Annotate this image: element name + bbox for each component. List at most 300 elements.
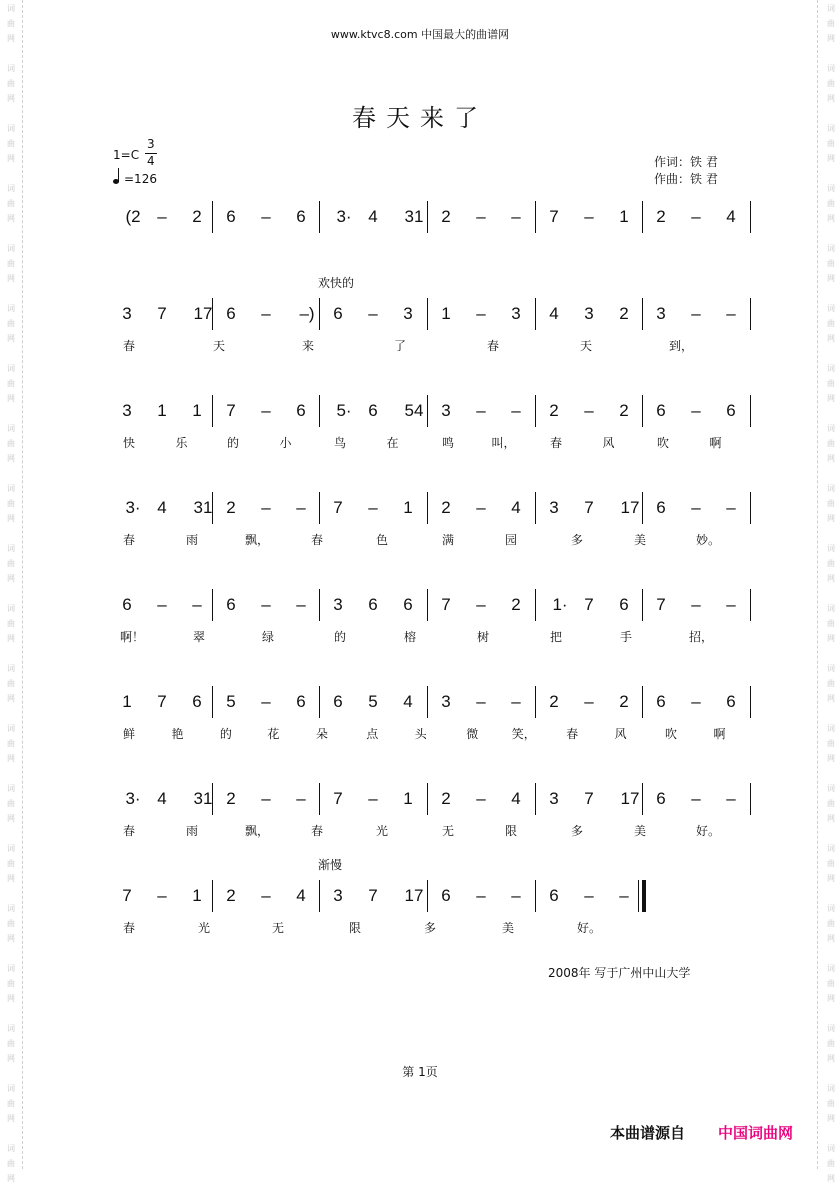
jianpu-note: 7	[333, 789, 343, 808]
barline	[750, 395, 751, 427]
jianpu-note: –	[691, 401, 701, 420]
barline	[535, 880, 536, 912]
lyric-syllable: 朵	[315, 727, 328, 741]
jianpu-note: 6	[441, 886, 451, 905]
watermark-char: 网	[7, 694, 15, 703]
watermark-char: 网	[827, 1174, 835, 1183]
watermark-char: 网	[827, 514, 835, 523]
jianpu-note: –	[726, 595, 736, 614]
watermark-char: 词	[7, 964, 15, 973]
lyric-syllable: 微	[466, 727, 479, 741]
watermark-char: 曲	[7, 679, 15, 688]
watermark-char: 曲	[827, 559, 835, 568]
watermark-char: 曲	[7, 319, 15, 328]
jianpu-note: –	[296, 789, 306, 808]
watermark-char: 词	[7, 4, 15, 13]
watermark-char: 网	[827, 1054, 835, 1063]
jianpu-note: 3	[441, 401, 451, 420]
watermark-char: 曲	[7, 19, 15, 28]
jianpu-note: 2	[656, 207, 666, 226]
jianpu-note: 4	[157, 789, 167, 808]
watermark-char: 曲	[7, 919, 15, 928]
lyric-syllable: 花	[267, 727, 280, 741]
watermark-char: 曲	[7, 619, 15, 628]
watermark-char: 词	[827, 424, 835, 433]
lyric-syllable: 春	[122, 921, 135, 935]
watermark-char: 词	[7, 184, 15, 193]
watermark-char: 曲	[7, 199, 15, 208]
jianpu-note: 4	[368, 207, 378, 226]
barline	[535, 298, 536, 330]
lyric-syllable: 多	[570, 824, 583, 838]
lyric-syllable: 了	[393, 339, 406, 353]
jianpu-note: 3	[333, 595, 343, 614]
watermark-char: 词	[827, 64, 835, 73]
barline	[319, 783, 320, 815]
jianpu-note: –	[261, 304, 271, 323]
watermark-char: 词	[827, 484, 835, 493]
lyric-syllable: 在	[386, 436, 399, 450]
jianpu-note: 4	[511, 789, 521, 808]
jianpu-note: –	[261, 498, 271, 517]
watermark-char: 网	[827, 874, 835, 883]
site-header: www.ktvc8.com 中国最大的曲谱网	[330, 28, 510, 41]
lyric-syllable: 春	[310, 533, 323, 547]
lyric-syllable: 无	[441, 824, 454, 838]
watermark-char: 词	[827, 184, 835, 193]
watermark-char: 曲	[827, 379, 835, 388]
jianpu-note: 6	[296, 207, 306, 226]
watermark-char: 词	[827, 664, 835, 673]
jianpu-note: 31	[193, 789, 213, 808]
lyric-syllable: 色	[375, 533, 388, 547]
jianpu-note: 7	[441, 595, 451, 614]
jianpu-note: 7	[584, 789, 594, 808]
jianpu-note: 7	[157, 304, 167, 323]
barline	[427, 783, 428, 815]
jianpu-note: 4	[296, 886, 306, 905]
jianpu-note: 6	[368, 401, 378, 420]
watermark-char: 网	[7, 814, 15, 823]
barline	[642, 589, 643, 621]
lyric-syllable: 吹	[656, 436, 669, 450]
dedication-note: 2008年 写于广州中山大学	[548, 966, 691, 980]
jianpu-note: 2	[619, 304, 629, 323]
jianpu-note: 7	[226, 401, 236, 420]
barline	[750, 201, 751, 233]
barline	[535, 201, 536, 233]
jianpu-note: 2	[511, 595, 521, 614]
barline	[319, 492, 320, 524]
watermark-char: 词	[7, 244, 15, 253]
barline	[427, 686, 428, 718]
jianpu-note: –	[584, 886, 594, 905]
barline	[212, 589, 213, 621]
jianpu-note: 1·	[552, 595, 568, 614]
watermark-char: 词	[827, 364, 835, 373]
lyric-syllable: 好。	[696, 824, 721, 838]
time-signature-bottom: 4	[147, 154, 155, 168]
watermark-char: 曲	[827, 139, 835, 148]
watermark-char: 网	[827, 94, 835, 103]
lyric-syllable: 春	[310, 824, 323, 838]
watermark-char: 词	[827, 4, 835, 13]
watermark-char: 词	[7, 904, 15, 913]
lyric-syllable: 把	[549, 630, 562, 644]
jianpu-note: 6	[296, 692, 306, 711]
jianpu-note: 5·	[336, 401, 352, 420]
jianpu-note: –	[584, 207, 594, 226]
barline	[319, 589, 320, 621]
lyric-syllable: 雨	[185, 533, 198, 547]
barline	[212, 395, 213, 427]
watermark-char: 曲	[7, 739, 15, 748]
jianpu-note: 3	[584, 304, 594, 323]
jianpu-note: 4	[403, 692, 413, 711]
jianpu-note: 6	[226, 595, 236, 614]
watermark-char: 曲	[827, 859, 835, 868]
tempo-marking: =126	[124, 172, 157, 186]
lyric-syllable: 的	[226, 436, 239, 450]
source-site-link[interactable]: 中国词曲网	[718, 1124, 794, 1142]
watermark-char: 网	[827, 754, 835, 763]
lyric-syllable: 翠	[192, 630, 205, 644]
watermark-char: 网	[7, 514, 15, 523]
watermark-char: 曲	[7, 1099, 15, 1108]
jianpu-note: –	[691, 498, 701, 517]
jianpu-note: 6	[333, 692, 343, 711]
lyric-syllable: 的	[333, 630, 346, 644]
watermark-char: 曲	[827, 739, 835, 748]
watermark-char: 网	[827, 154, 835, 163]
lyric-syllable: 叫，	[491, 436, 516, 450]
jianpu-note: –	[261, 789, 271, 808]
jianpu-note: 2	[226, 886, 236, 905]
jianpu-note: 17	[620, 498, 640, 517]
barline	[535, 589, 536, 621]
jianpu-note: 6	[656, 789, 666, 808]
jianpu-note: –	[157, 595, 167, 614]
barline	[427, 589, 428, 621]
watermark-char: 网	[7, 274, 15, 283]
barline	[750, 686, 751, 718]
jianpu-note: 1	[403, 789, 413, 808]
jianpu-note: 2	[441, 207, 451, 226]
lyric-syllable: 飘，	[245, 824, 270, 838]
watermark-char: 词	[827, 724, 835, 733]
watermark-char: 曲	[827, 199, 835, 208]
watermark-char: 网	[7, 214, 15, 223]
jianpu-note: –	[691, 207, 701, 226]
watermark-char: 网	[827, 634, 835, 643]
lyric-syllable: 春	[549, 436, 562, 450]
jianpu-note: –	[691, 304, 701, 323]
jianpu-note: –	[476, 886, 486, 905]
watermark-char: 曲	[827, 1159, 835, 1168]
watermark-char: 曲	[7, 1159, 15, 1168]
watermark-char: 曲	[7, 859, 15, 868]
jianpu-note: 1	[441, 304, 451, 323]
watermark-char: 曲	[827, 19, 835, 28]
jianpu-note: 3	[122, 304, 132, 323]
jianpu-note: 3	[122, 401, 132, 420]
lyric-syllable: 笑，	[511, 727, 536, 741]
jianpu-note: 7	[584, 498, 594, 517]
lyric-syllable: 限	[504, 824, 517, 838]
jianpu-note: 54	[404, 401, 424, 420]
watermark-char: 网	[7, 334, 15, 343]
lyric-syllable: 风	[602, 436, 615, 450]
jianpu-note: 4	[549, 304, 559, 323]
lyric-syllable: 艳	[171, 727, 184, 741]
jianpu-note: –	[726, 304, 736, 323]
lyric-syllable: 啊	[709, 436, 722, 450]
lyric-syllable: 园	[504, 533, 517, 547]
watermark-char: 词	[7, 304, 15, 313]
lyric-syllable: 绿	[261, 630, 274, 644]
watermark-char: 网	[827, 574, 835, 583]
watermark-char: 网	[827, 934, 835, 943]
jianpu-note: –	[476, 692, 486, 711]
jianpu-note: 3·	[336, 207, 352, 226]
jianpu-note: 7	[122, 886, 132, 905]
watermark-char: 词	[827, 304, 835, 313]
barline	[319, 201, 320, 233]
barline	[427, 395, 428, 427]
jianpu-note: –	[476, 789, 486, 808]
jianpu-note: 17	[404, 886, 424, 905]
lyric-syllable: 美	[633, 824, 646, 838]
jianpu-note: 3	[333, 886, 343, 905]
jianpu-note: 2	[226, 789, 236, 808]
barline	[750, 589, 751, 621]
jianpu-note: –	[619, 886, 629, 905]
barline	[427, 201, 428, 233]
barline	[535, 492, 536, 524]
lyric-syllable: 春	[486, 339, 499, 353]
jianpu-note: –	[726, 789, 736, 808]
watermark-char: 曲	[827, 919, 835, 928]
watermark-char: 网	[827, 214, 835, 223]
jianpu-note: –	[511, 692, 521, 711]
composer-credit: 作曲：铁 君	[654, 172, 718, 186]
time-signature-top: 3	[147, 137, 155, 151]
lyric-syllable: 春	[122, 533, 135, 547]
jianpu-note: 7	[368, 886, 378, 905]
watermark-char: 网	[827, 334, 835, 343]
jianpu-note: 6	[726, 692, 736, 711]
jianpu-note: –	[511, 886, 521, 905]
watermark-char: 曲	[7, 799, 15, 808]
lyric-syllable: 美	[633, 533, 646, 547]
jianpu-note: 6	[403, 595, 413, 614]
watermark-char: 词	[827, 1084, 835, 1093]
watermark-char: 词	[7, 604, 15, 613]
jianpu-note: –	[726, 498, 736, 517]
quarter-note-head-icon	[113, 179, 119, 184]
jianpu-note: 6	[726, 401, 736, 420]
jianpu-note: –	[261, 595, 271, 614]
lyric-syllable: 榕	[403, 630, 416, 644]
watermark-char: 词	[827, 784, 835, 793]
jianpu-note: 7	[333, 498, 343, 517]
jianpu-note: 1	[403, 498, 413, 517]
jianpu-note: –	[511, 207, 521, 226]
jianpu-note: 31	[193, 498, 213, 517]
jianpu-note: 7	[656, 595, 666, 614]
jianpu-note: –	[261, 692, 271, 711]
watermark-char: 网	[7, 934, 15, 943]
watermark-char: 词	[7, 784, 15, 793]
jianpu-note: –	[296, 498, 306, 517]
jianpu-note: 2	[441, 498, 451, 517]
lyric-syllable: 光	[197, 921, 210, 935]
final-barline	[638, 880, 646, 912]
jianpu-note: –	[157, 886, 167, 905]
lyric-syllable: 满	[441, 533, 454, 547]
lyric-syllable: 多	[423, 921, 436, 935]
jianpu-note: 6	[192, 692, 202, 711]
lyric-syllable: 招，	[689, 630, 714, 644]
watermark-char: 词	[827, 904, 835, 913]
jianpu-note: –)	[299, 304, 315, 323]
jianpu-note: 7	[157, 692, 167, 711]
watermark-char: 曲	[827, 1039, 835, 1048]
watermark-char: 网	[827, 694, 835, 703]
watermark-char: 词	[827, 604, 835, 613]
watermark-char: 网	[7, 754, 15, 763]
lyric-syllable: 鸣	[441, 436, 454, 450]
barline	[642, 298, 643, 330]
lyric-syllable: 啊	[713, 727, 726, 741]
jianpu-note: –	[261, 207, 271, 226]
lyric-syllable: 鲜	[122, 727, 135, 741]
jianpu-note: 2	[619, 692, 629, 711]
jianpu-note: –	[691, 789, 701, 808]
jianpu-note: –	[476, 401, 486, 420]
jianpu-note: 3	[403, 304, 413, 323]
lyric-syllable: 限	[348, 921, 361, 935]
barline	[212, 686, 213, 718]
key-signature: 1=C	[113, 148, 140, 162]
jianpu-note: 6	[368, 595, 378, 614]
jianpu-note: 4	[726, 207, 736, 226]
barline	[642, 686, 643, 718]
jianpu-note: 2	[549, 692, 559, 711]
barline	[319, 880, 320, 912]
jianpu-note: –	[261, 401, 271, 420]
lyric-syllable: 头	[414, 727, 427, 741]
watermark-char: 网	[7, 1054, 15, 1063]
lyric-syllable: 多	[570, 533, 583, 547]
jianpu-note: 2	[441, 789, 451, 808]
lyric-syllable: 来	[301, 339, 314, 353]
jianpu-note: 6	[619, 595, 629, 614]
barline	[319, 686, 320, 718]
jianpu-note: 17	[620, 789, 640, 808]
jianpu-note: 2	[192, 207, 202, 226]
watermark-char: 词	[7, 484, 15, 493]
expression-mark: 欢快的	[318, 276, 355, 290]
jianpu-note: 1	[192, 401, 202, 420]
watermark-char: 曲	[827, 619, 835, 628]
jianpu-note: 2	[226, 498, 236, 517]
watermark-char: 曲	[7, 259, 15, 268]
lyric-syllable: 美	[501, 921, 514, 935]
jianpu-note: 6	[333, 304, 343, 323]
lyric-syllable: 天	[579, 339, 592, 353]
watermark-char: 网	[7, 94, 15, 103]
jianpu-note: 6	[226, 207, 236, 226]
jianpu-note: –	[584, 692, 594, 711]
jianpu-note: –	[368, 789, 378, 808]
barline	[535, 783, 536, 815]
jianpu-note: 1	[122, 692, 132, 711]
watermark-char: 网	[827, 34, 835, 43]
jianpu-note: –	[511, 401, 521, 420]
watermark-char: 网	[7, 874, 15, 883]
jianpu-note: 6	[656, 692, 666, 711]
jianpu-note: 1	[157, 401, 167, 420]
watermark-char: 词	[7, 1024, 15, 1033]
watermark-char: 词	[7, 664, 15, 673]
lyricist-credit: 作词：铁 君	[654, 155, 718, 169]
lyric-syllable: 雨	[185, 824, 198, 838]
lyric-syllable: 快	[122, 436, 135, 450]
expression-mark: 渐慢	[318, 858, 343, 872]
jianpu-note: 6	[656, 401, 666, 420]
watermark-char: 曲	[827, 1099, 835, 1108]
watermark-char: 网	[7, 1174, 15, 1183]
watermark-char: 网	[7, 994, 15, 1003]
barline	[212, 201, 213, 233]
barline	[642, 395, 643, 427]
jianpu-note: 2	[619, 401, 629, 420]
barline	[427, 880, 428, 912]
jianpu-note: 7	[549, 207, 559, 226]
jianpu-note: 3·	[125, 789, 141, 808]
watermark-char: 曲	[827, 799, 835, 808]
watermark-char: 曲	[7, 439, 15, 448]
lyric-syllable: 树	[476, 630, 489, 644]
watermark-char: 网	[827, 814, 835, 823]
watermark-char: 词	[7, 364, 15, 373]
jianpu-note: 6	[122, 595, 132, 614]
watermark-char: 词	[827, 244, 835, 253]
jianpu-note: 6	[226, 304, 236, 323]
jianpu-note: 1	[619, 207, 629, 226]
watermark-char: 曲	[7, 79, 15, 88]
watermark-char: 词	[7, 124, 15, 133]
barline	[750, 298, 751, 330]
lyric-syllable: 春	[122, 824, 135, 838]
jianpu-note: 3	[549, 789, 559, 808]
jianpu-note: –	[368, 498, 378, 517]
jianpu-note: –	[584, 401, 594, 420]
jianpu-note: –	[476, 207, 486, 226]
watermark-char: 词	[7, 544, 15, 553]
jianpu-note: 3	[511, 304, 521, 323]
watermark-char: 网	[7, 394, 15, 403]
barline	[535, 395, 536, 427]
watermark-char: 曲	[7, 139, 15, 148]
watermark-char: 词	[7, 1084, 15, 1093]
jianpu-note: 3	[656, 304, 666, 323]
watermark-char: 词	[827, 964, 835, 973]
watermark-char: 词	[827, 1024, 835, 1033]
lyric-syllable: 乐	[175, 436, 188, 450]
barline	[319, 395, 320, 427]
